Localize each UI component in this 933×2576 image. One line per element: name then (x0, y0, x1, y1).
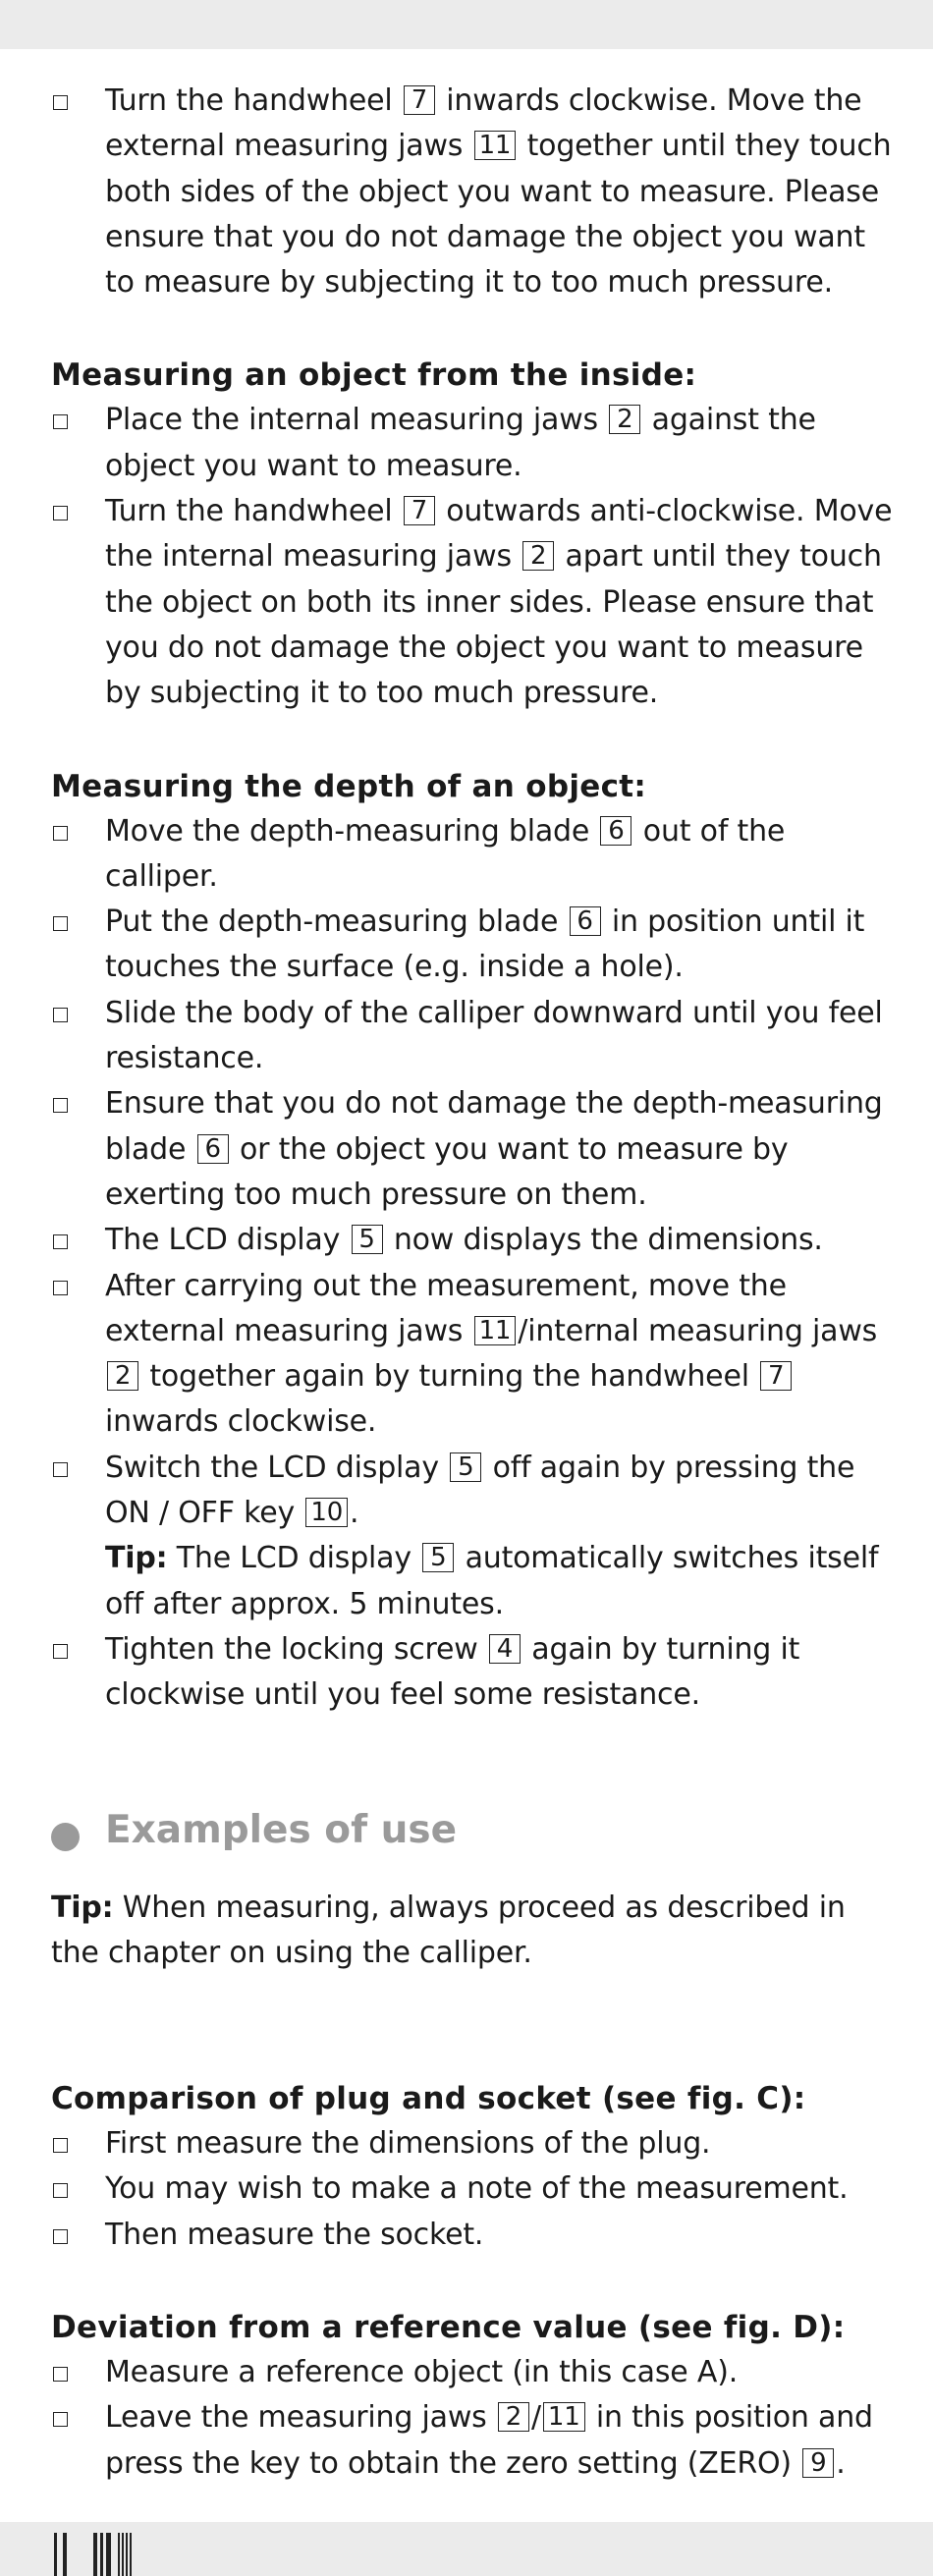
barcode-icon (54, 2533, 152, 2576)
checkbox-bullet-icon (53, 1234, 68, 1249)
section-heading-plug-socket: Comparison of plug and socket (see fig. C): (51, 2081, 806, 2117)
list-item (51, 1446, 896, 1627)
step-text: in this position and press the key to obtain the zero setting (ZERO) (105, 2400, 873, 2481)
step-text: together until they touch both sides of the object you want to measure. Please ensure that you do not damage the object you want to measure by subjecting it to too much pressure. (105, 129, 892, 301)
part-number-ref: 11 (543, 2402, 585, 2432)
section-heading-depth: Measuring the depth of an object: (51, 768, 647, 804)
part-number-ref: 6 (600, 816, 631, 846)
part-number-ref: 9 (802, 2448, 834, 2478)
checkbox-bullet-icon (53, 1098, 68, 1113)
step-text: together again by turning the handwheel (140, 1359, 759, 1395)
list-item (51, 79, 896, 305)
checkbox-bullet-icon (53, 2138, 68, 2153)
list-item (51, 1081, 896, 1218)
list-item (51, 809, 896, 901)
part-number-ref: 2 (498, 2402, 529, 2432)
list-item (51, 900, 896, 991)
step-text: Turn the handwheel (105, 494, 402, 529)
checkbox-bullet-icon (53, 2367, 68, 2382)
manual-content (51, 79, 896, 2487)
page-bottom-bar (0, 2522, 933, 2576)
section-heading-deviation: Deviation from a reference value (see fig. D): (51, 2309, 846, 2345)
part-number-ref: 7 (760, 1361, 792, 1391)
part-number-ref: 5 (450, 1452, 481, 1482)
checkbox-bullet-icon (53, 916, 68, 931)
part-number-ref: 7 (404, 85, 435, 115)
part-number-ref: 2 (107, 1361, 138, 1391)
list-item (51, 2350, 896, 2395)
step-text: Slide the body of the calliper downward until you feel resistance. (105, 995, 883, 1076)
step-text: in position until it touches the surface (e.g. inside a hole). (105, 904, 865, 985)
part-number-ref: 6 (197, 1134, 229, 1164)
step-text: First measure the dimensions of the plug. (105, 2126, 711, 2162)
tip-text: The LCD display (167, 1541, 421, 1576)
step-text: . (836, 2445, 846, 2481)
step-text: Ensure that you do not damage the depth-measuring blade (105, 1086, 883, 1167)
list-item (51, 2166, 896, 2212)
checkbox-bullet-icon (53, 1008, 68, 1022)
part-number-ref: 5 (352, 1225, 383, 1254)
checkbox-bullet-icon (53, 1462, 68, 1477)
step-text: off again by pressing the ON / OFF key (105, 1450, 855, 1531)
step-text: Switch the LCD display (105, 1450, 449, 1485)
list-item (51, 1627, 896, 1719)
list-item (51, 2395, 896, 2487)
list-item (51, 1264, 896, 1446)
round-bullet-icon (51, 1823, 80, 1851)
list-item (51, 1218, 896, 1263)
step-text: Then measure the socket. (105, 2217, 484, 2252)
step-text: or the object you want to measure by exerting too much pressure on them. (105, 1131, 789, 1212)
examples-tip (51, 1886, 896, 1977)
section-title-text: Examples of use (105, 1807, 458, 1852)
part-number-ref: 2 (609, 405, 640, 434)
step-text: against the object you want to measure. (105, 403, 816, 483)
part-number-ref: 6 (570, 906, 601, 936)
checkbox-bullet-icon (53, 1281, 68, 1295)
step-text: Tighten the locking screw (105, 1631, 487, 1667)
step-text: The LCD display (105, 1223, 350, 1258)
part-number-ref: 11 (474, 1316, 517, 1345)
step-text: After carrying out the measurement, move the external measuring jaws (105, 1268, 787, 1348)
step-text: / (530, 2400, 541, 2436)
step-text: Put the depth-measuring blade (105, 904, 568, 940)
step-text: now displays the dimensions. (384, 1223, 823, 1258)
step-text: inwards clockwise. (105, 1404, 377, 1440)
list-item (51, 489, 896, 716)
step-text: Turn the handwheel (105, 83, 402, 118)
tip-label: Tip: (51, 1890, 114, 1925)
step-text: inwards clockwise. Move the external measuring jaws (105, 83, 862, 164)
page-top-bar (0, 0, 933, 49)
step-text: / (518, 1313, 528, 1348)
list-item (51, 991, 896, 1082)
checkbox-bullet-icon (53, 2412, 68, 2427)
step-text: You may wish to make a note of the measurement. (105, 2171, 849, 2207)
checkbox-bullet-icon (53, 826, 68, 841)
tip-text: automatically switches itself off after approx. 5 minutes. (105, 1541, 879, 1621)
step-text: Leave the measuring jaws (105, 2400, 496, 2436)
part-number-ref: 5 (422, 1543, 454, 1572)
checkbox-bullet-icon (53, 1644, 68, 1659)
tip-text: When measuring, always proceed as described in the chapter on using the calliper. (51, 1890, 846, 1970)
step-text: . (350, 1496, 359, 1531)
part-number-ref: 7 (404, 496, 435, 525)
step-text: internal measuring jaws (527, 1313, 878, 1348)
tip-label: Tip: (105, 1541, 168, 1576)
list-item (51, 2213, 896, 2258)
step-text: Move the depth-measuring blade (105, 813, 599, 849)
part-number-ref: 11 (474, 131, 517, 160)
step-text: out of the calliper. (105, 813, 786, 894)
section-heading-inside: Measuring an object from the inside: (51, 357, 697, 394)
checkbox-bullet-icon (53, 506, 68, 521)
list-item (51, 398, 896, 489)
part-number-ref: 4 (489, 1634, 521, 1664)
step-text: outwards anti-clockwise. Move the internal measuring jaws (105, 494, 893, 575)
step-text: again by turning it clockwise until you feel some resistance. (105, 1631, 800, 1713)
checkbox-bullet-icon (53, 2183, 68, 2198)
step-text: Place the internal measuring jaws (105, 403, 608, 438)
list-item (51, 2121, 896, 2166)
examples-section-title (51, 1799, 896, 1878)
checkbox-bullet-icon (53, 2229, 68, 2244)
checkbox-bullet-icon (53, 95, 68, 110)
part-number-ref: 10 (305, 1498, 348, 1527)
step-text: apart until they touch the object on both its inner sides. Please ensure that you do not damage the object you want to measure by subjecting it to too much pressure. (105, 539, 882, 711)
checkbox-bullet-icon (53, 414, 68, 429)
part-number-ref: 2 (522, 541, 554, 571)
step-text: Measure a reference object (in this case A). (105, 2354, 739, 2389)
